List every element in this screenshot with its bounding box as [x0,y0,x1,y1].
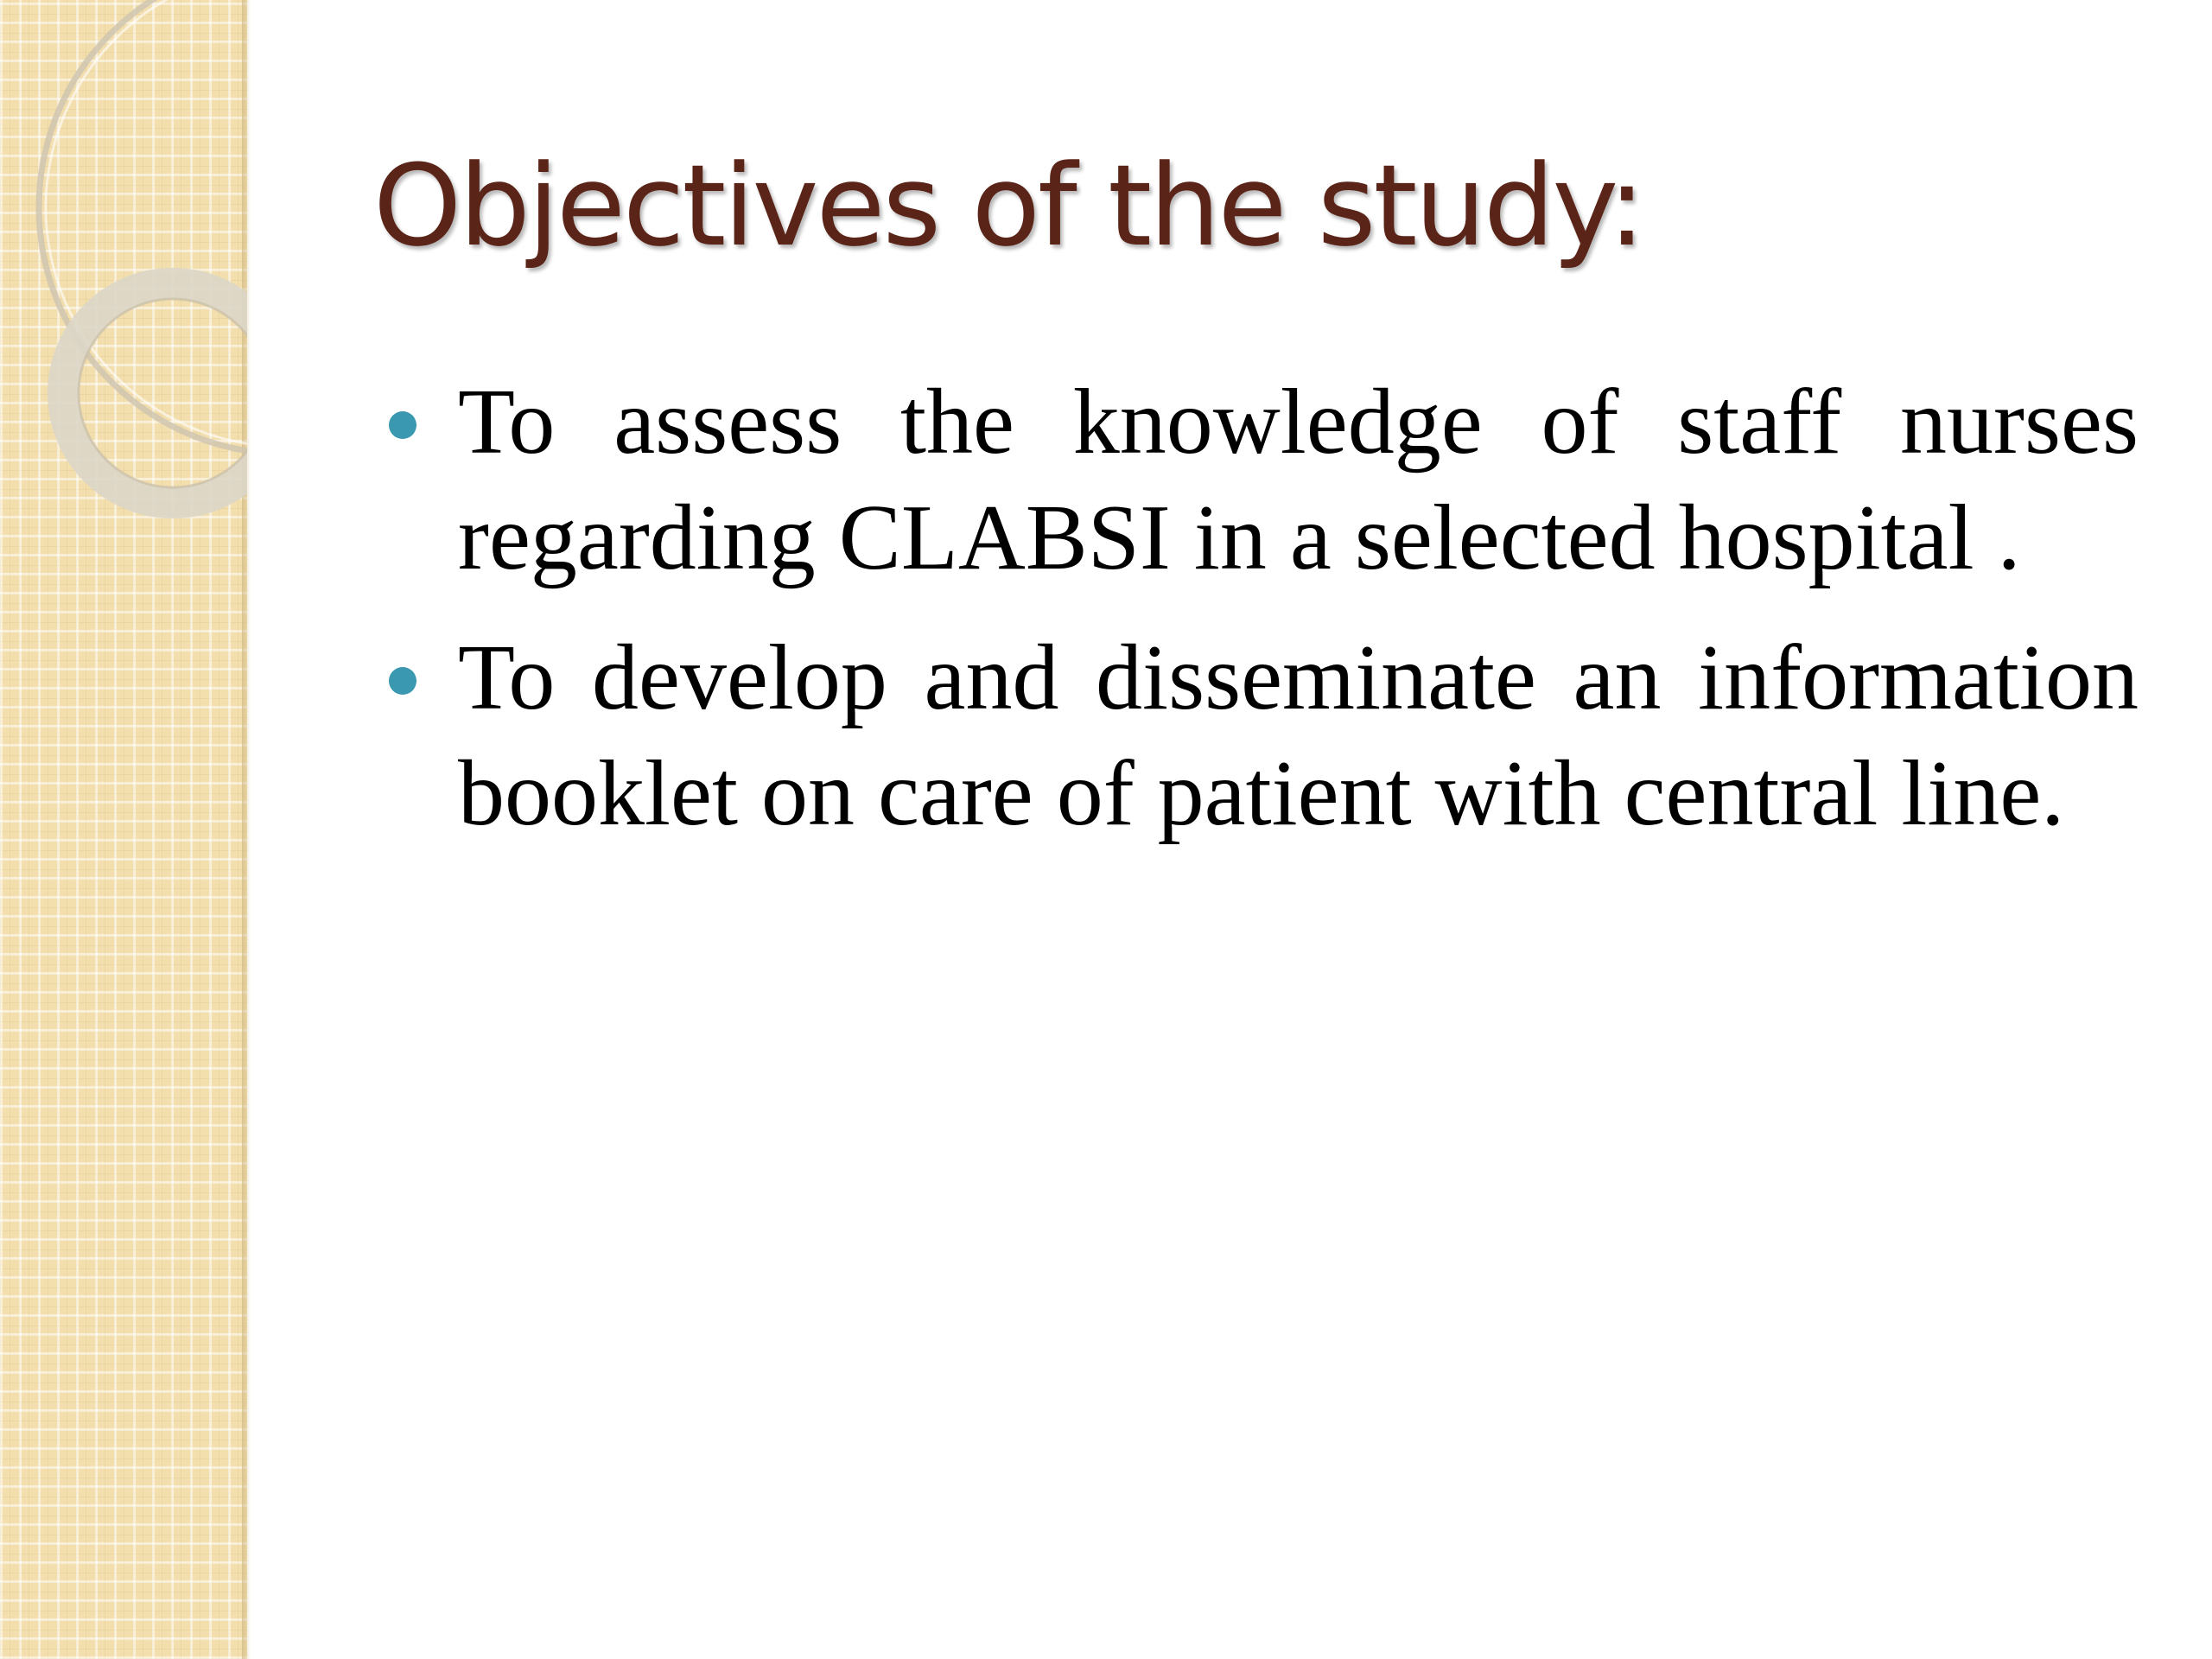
bullet-list [458,365,2139,876]
small-ring [63,283,247,503]
bullet-item [458,365,2139,596]
bullet-dot-icon [389,411,416,439]
bullet-text: To develop and disseminate an information booklet on care of patient with central line. [458,626,2139,845]
bullet-dot-icon [389,667,416,695]
bullet-item [458,620,2139,852]
decorative-rings [0,0,247,553]
bullet-text: To assess the knowledge of staff nurses regarding CLABSI in a selected hospital . [458,371,2139,589]
small-ring-shadow [79,299,247,487]
slide-title: Objectives of the study: [373,140,1643,271]
